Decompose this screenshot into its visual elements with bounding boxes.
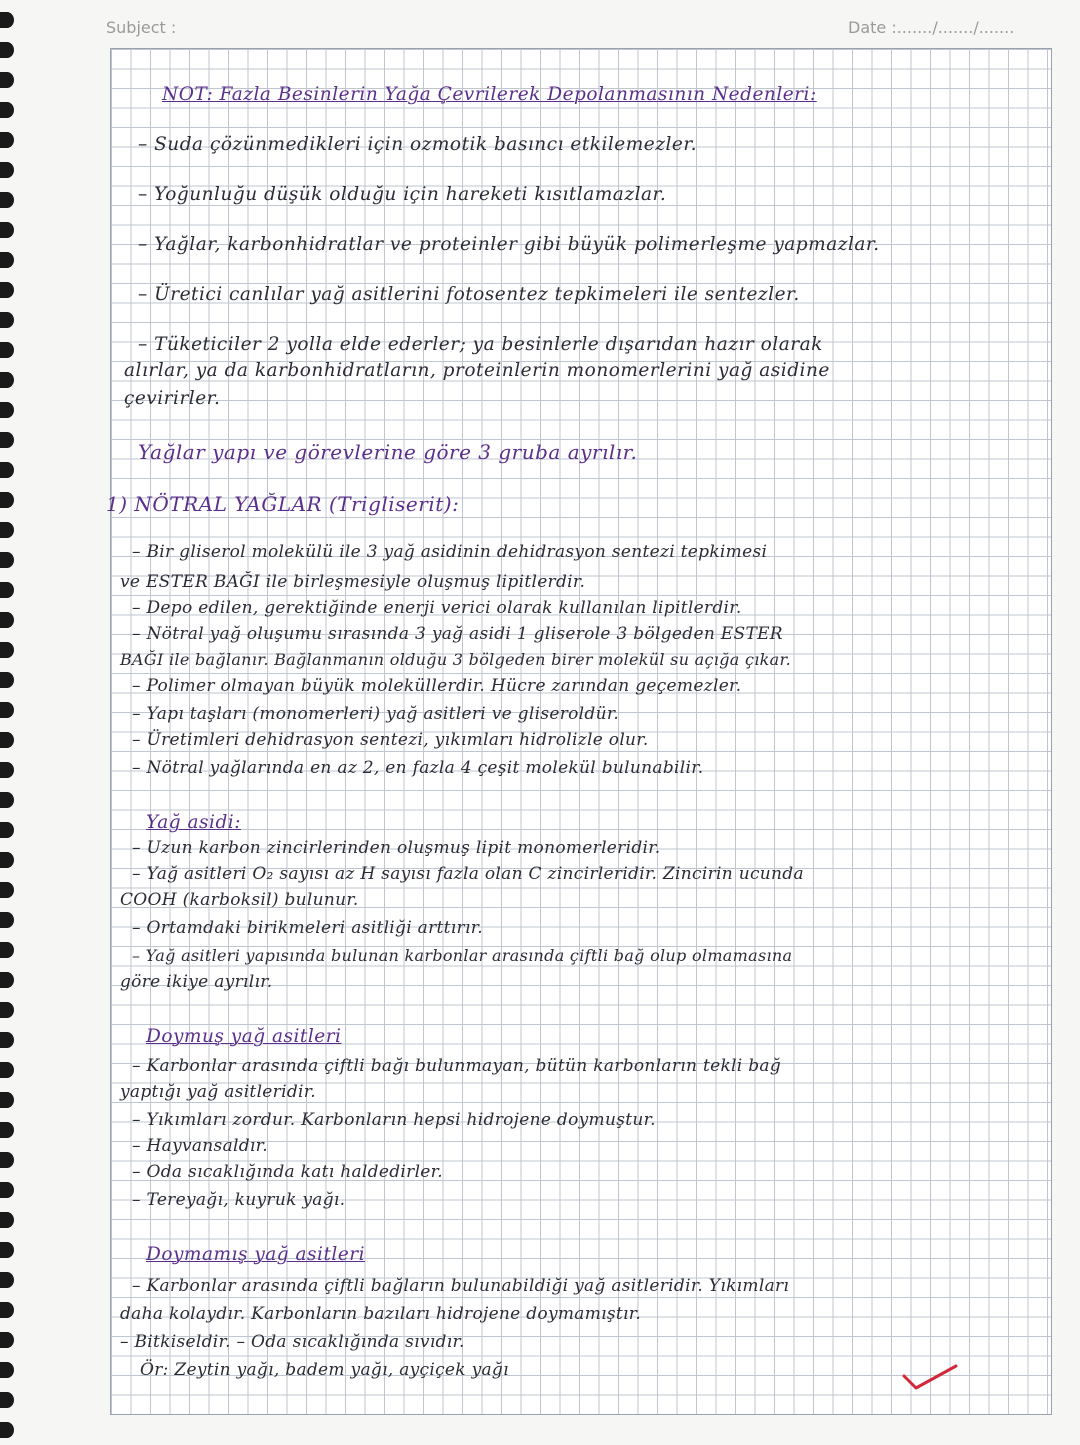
note-item: alırlar, ya da karbonhidratların, proteinlerin monomerlerini yağ asidine — [124, 360, 830, 381]
notral-line: BAĞI ile bağlanır. Bağlanmanın olduğu 3 bölgeden birer molekül su açığa çıkar. — [120, 650, 792, 669]
note-item: – Suda çözünmedikleri için ozmotik basıncı etkilemezler. — [138, 134, 698, 155]
yag-asidi-line: – Uzun karbon zincirlerinden oluşmuş lipit monomerleridir. — [132, 838, 661, 858]
doymamis-line: – Karbonlar arasında çiftli bağların bulunabildiği yağ asitleridir. Yıkımları — [132, 1276, 790, 1296]
yag-asidi-line: – Ortamdaki birikmeleri asitliği arttırır. — [132, 918, 483, 938]
doymus-line: – Oda sıcaklığında katı haldedirler. — [132, 1162, 443, 1182]
date-label: Date :......./......./....... — [848, 18, 1015, 37]
notral-line: – Üretimleri dehidrasyon sentezi, yıkımları hidrolizle olur. — [132, 730, 649, 750]
note-item: – Yağlar, karbonhidratlar ve proteinler gibi büyük polimerleşme yapmazlar. — [138, 234, 880, 255]
yag-asidi-line: göre ikiye ayrılır. — [120, 972, 273, 992]
spiral-binding — [0, 0, 16, 1445]
yag-asidi-line: – Yağ asitleri O₂ sayısı az H sayısı fazla olan C zincirleridir. Zincirin ucunda — [132, 864, 804, 884]
doymus-line: – Tereyağı, kuyruk yağı. — [132, 1190, 346, 1210]
doymamis-line: daha kolaydır. Karbonların bazıları hidrojene doymamıştır. — [120, 1304, 642, 1324]
note-item: – Tüketiciler 2 yolla elde ederler; ya besinlerle dışarıdan hazır olarak — [138, 334, 823, 355]
doymus-title: Doymuş yağ asitleri — [146, 1026, 342, 1047]
doymamis-title: Doymamış yağ asitleri — [146, 1244, 366, 1265]
note-title: NOT: Fazla Besinlerin Yağa Çevrilerek Depolanmasının Nedenleri: — [162, 84, 817, 105]
doymus-line: – Karbonlar arasında çiftli bağı bulunmayan, bütün karbonların tekli bağ — [132, 1056, 782, 1076]
note-item: – Yoğunluğu düşük olduğu için hareketi kısıtlamazlar. — [138, 184, 667, 205]
doymamis-line: Ör: Zeytin yağı, badem yağı, ayçiçek yağı — [140, 1360, 509, 1380]
doymus-line: – Hayvansaldır. — [132, 1136, 268, 1156]
red-checkmark-icon — [900, 1362, 960, 1392]
notral-line: – Polimer olmayan büyük moleküllerdir. Hücre zarından geçemezler. — [132, 676, 742, 696]
yag-asidi-line: – Yağ asitleri yapısında bulunan karbonlar arasında çiftli bağ olup olmamasına — [132, 946, 793, 965]
note-item: çevirirler. — [124, 388, 221, 409]
notral-line: – Nötral yağ oluşumu sırasında 3 yağ asidi 1 gliserole 3 bölgeden ESTER — [132, 624, 783, 644]
groups-intro: Yağlar yapı ve görevlerine göre 3 gruba ayrılır. — [138, 440, 638, 464]
note-item: – Üretici canlılar yağ asitlerini fotosentez tepkimeleri ile sentezler. — [138, 284, 800, 305]
notral-line: – Nötral yağlarında en az 2, en fazla 4 çeşit molekül bulunabilir. — [132, 758, 704, 778]
notral-line: – Depo edilen, gerektiğinde enerji verici olarak kullanılan lipitlerdir. — [132, 598, 742, 618]
notral-line: ve ESTER BAĞI ile birleşmesiyle oluşmuş lipitlerdir. — [120, 572, 586, 592]
subject-label: Subject : — [106, 18, 177, 37]
doymamis-line: – Bitkiseldir. – Oda sıcaklığında sıvıdır. — [120, 1332, 465, 1352]
notral-title: 1) NÖTRAL YAĞLAR (Trigliserit): — [106, 492, 460, 516]
notral-line: – Bir gliserol molekülü ile 3 yağ asidinin dehidrasyon sentezi tepkimesi — [132, 542, 768, 562]
yag-asidi-line: COOH (karboksil) bulunur. — [120, 890, 359, 910]
doymus-line: – Yıkımları zordur. Karbonların hepsi hidrojene doymuştur. — [132, 1110, 656, 1130]
doymus-line: yaptığı yağ asitleridir. — [120, 1082, 317, 1102]
yag-asidi-title: Yağ asidi: — [146, 812, 241, 833]
notral-line: – Yapı taşları (monomerleri) yağ asitleri ve gliseroldür. — [132, 704, 620, 724]
